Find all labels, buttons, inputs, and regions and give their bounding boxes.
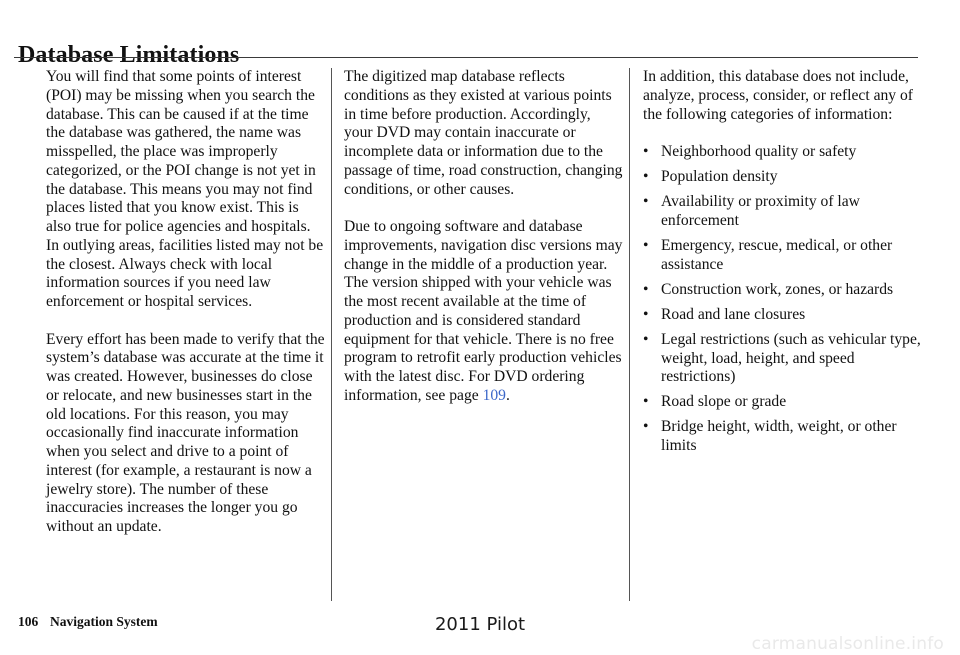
list-item (643, 331, 923, 387)
list-item (643, 168, 923, 187)
site-watermark: carmanualsonline.info (751, 634, 944, 654)
column-divider-1 (331, 68, 332, 601)
bullet-icon: • (643, 305, 649, 323)
middle-column (344, 68, 623, 424)
model-watermark: 2011 Pilot (434, 614, 526, 635)
page-109-link[interactable]: 109 (482, 386, 506, 404)
bullet-icon: • (643, 193, 649, 211)
list-item-text: Road slope or grade (661, 393, 787, 411)
list-item (643, 418, 923, 456)
bullet-icon: • (643, 236, 649, 254)
poi-missing-paragraph: You will find that some points of interest (POI) may be missing when you search the database. This can be caused if at the time the database was gathered, the name was misspelled, the place was improperly categorized, or the POI change is not yet in the database. This means you may not find places listed that you know exist. This is also true for police agencies and hospitals. In outlying areas, facilities listed may not be the closest. Always check with local information sources if you need law enforcement or hospital services. (46, 68, 324, 310)
bullet-icon: • (643, 393, 649, 411)
categories-intro: In addition, this database does not include, analyze, process, consider, or reflect any of the following categories of information: (643, 68, 913, 123)
map-conditions-paragraph: The digitized map database reflects conditions as they existed at various points in time before production. Accordingly, your DVD may contain inaccurate or incomplete data or information due to the passage of time, road construction, changing conditions, or other causes. (344, 68, 623, 198)
list-item (643, 306, 923, 325)
list-item (643, 281, 923, 300)
list-item (643, 237, 923, 275)
right-column (643, 68, 923, 462)
bullet-icon: • (643, 418, 649, 436)
list-item-text: Construction work, zones, or hazards (661, 280, 894, 298)
disc-versions-paragraph (344, 218, 623, 406)
footer-section-name: Navigation System (50, 614, 158, 629)
excluded-categories-list (643, 143, 923, 456)
bullet-icon: • (643, 330, 649, 348)
list-item (643, 193, 923, 231)
list-item (643, 143, 923, 162)
disc-versions-text: Due to ongoing software and database improvements, navigation disc versions may change in the middle of a production year. The version shipped with your vehicle was the most recent available at the time of production and is considered standard equipment for that vehicle. There is no free program to retrofit early production vehicles with the latest disc. For DVD ordering information, see page (344, 218, 623, 404)
list-item-text: Population density (661, 168, 778, 186)
bullet-icon: • (643, 168, 649, 186)
title-rule (14, 57, 918, 58)
list-item (643, 393, 923, 412)
list-item-text: Bridge height, width, weight, or other limits (661, 418, 897, 455)
bullet-icon: • (643, 143, 649, 160)
list-item-text: Road and lane closures (661, 305, 806, 323)
left-column (46, 68, 327, 556)
accuracy-paragraph: Every effort has been made to verify that the system’s database was accurate at the time it was created. However, businesses do close or relocate, and new businesses start in the old locations. For this reason, you may occasionally find inaccurate information when you select and drive to a point of interest (for example, a restaurant is now a jewelry store). The number of these inaccuracies increases the longer you go without an update. (46, 330, 325, 535)
list-item-text: Availability or proximity of law enforcement (661, 193, 860, 229)
footer-page-number: 106 (18, 614, 39, 629)
bullet-icon: • (643, 280, 649, 298)
column-divider-2 (629, 68, 630, 601)
list-item-text: Emergency, rescue, medical, or other assistance (661, 236, 893, 273)
list-item-text: Neighborhood quality or safety (661, 143, 857, 160)
disc-versions-end: . (505, 386, 510, 404)
page-title: Database Limitations (18, 42, 240, 69)
list-item-text: Legal restrictions (such as vehicular type, weight, load, height, and speed restrictions) (661, 330, 921, 386)
